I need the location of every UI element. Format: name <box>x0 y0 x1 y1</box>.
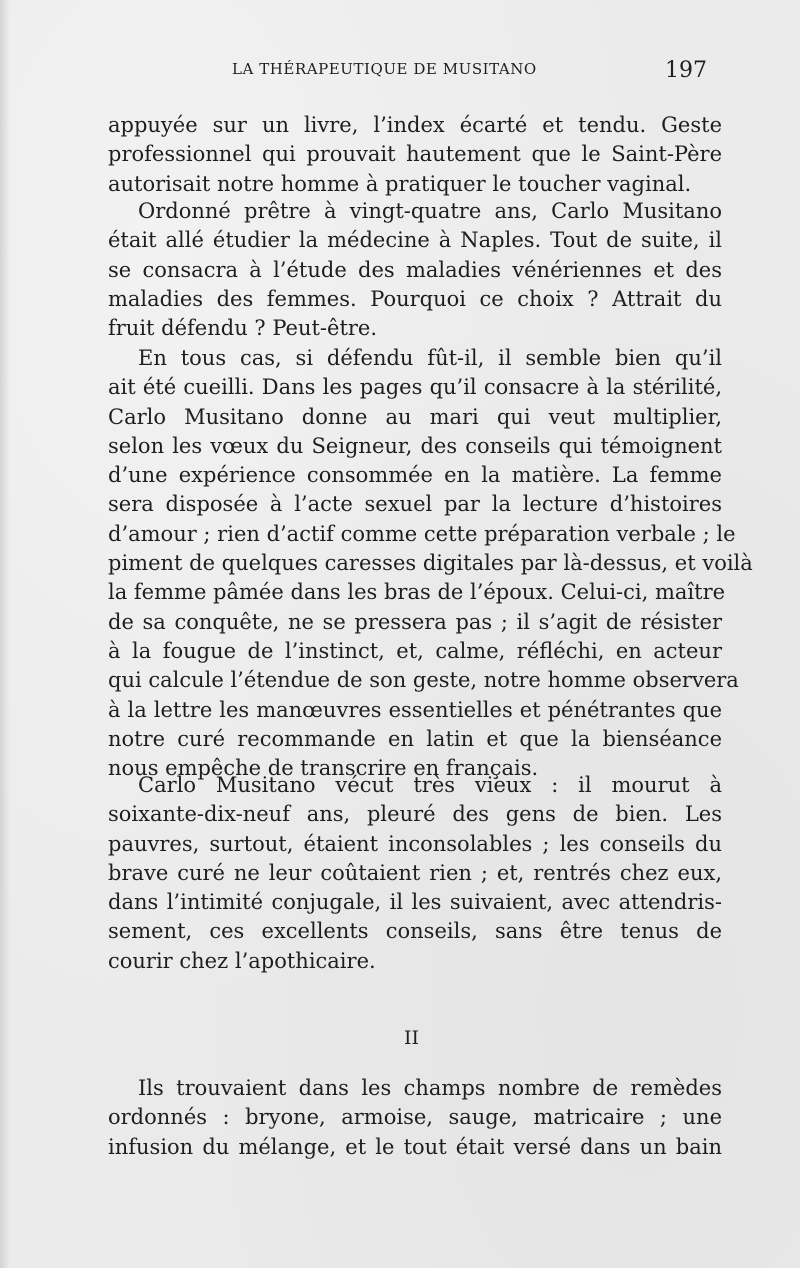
text-line: infusion du mélange, et le tout était versé dans un bain <box>108 1134 722 1159</box>
text-line: notre curé recommande en latin et que la bienséance <box>108 726 722 751</box>
text-line: ordonnés : bryone, armoise, sauge, matricaire ; une <box>108 1105 722 1130</box>
text-line: Carlo Musitano vécut très vieux : il mourut à <box>138 773 722 797</box>
text-line: à la lettre les manœuvres essentielles et pénétrantes que <box>108 697 722 722</box>
text-line: pauvres, surtout, étaient inconsolables ; les conseils du <box>108 831 722 856</box>
text-line: à la fougue de l’instinct, et, calme, réfléchi, en acteur <box>108 638 722 663</box>
paragraph <box>108 1074 722 1162</box>
page-gutter-shadow <box>0 0 10 1268</box>
text-line: En tous cas, si défendu fût-il, il semble bien qu’il <box>138 346 722 370</box>
running-head: LA THÉRAPEUTIQUE DE MUSITANO <box>232 60 537 78</box>
paragraph-continued <box>108 111 722 199</box>
text-line: sera disposée à l’acte sexuel par la lecture d’histoires <box>108 492 722 517</box>
paragraph <box>108 344 753 783</box>
text-line: professionnel qui prouvait hautement que le Saint-Père <box>108 142 722 167</box>
text-line: Carlo Musitano donne au mari qui veut multiplier, <box>108 404 722 429</box>
text-line: selon les vœux du Seigneur, des conseils qui témoignent <box>108 433 722 458</box>
text-line: sement, ces excellents conseils, sans être tenus de <box>108 919 722 944</box>
text-line: piment de quelques caresses digitales par là-dessus, et voilà <box>108 551 753 576</box>
text-line: soixante-dix-neuf ans, pleuré des gens de bien. Les <box>108 802 722 827</box>
text-line: Ordonné prêtre à vingt-quatre ans, Carlo Musitano <box>138 199 722 223</box>
section-number: II <box>404 1027 420 1049</box>
text-line: brave curé ne leur coûtaient rien ; et, rentrés chez eux, <box>108 860 722 885</box>
text-line: qui calcule l’étendue de son geste, notre homme observera <box>108 668 739 693</box>
text-line: était allé étudier la médecine à Naples. Tout de suite, il <box>108 228 722 253</box>
page-number: 197 <box>665 58 707 83</box>
text-line: nous empêche de transcrire en français. <box>108 756 539 781</box>
text-line: appuyée sur un livre, l’index écarté et tendu. Geste <box>108 113 722 137</box>
text-line: d’amour ; rien d’actif comme cette préparation verbale ; le <box>108 521 736 546</box>
text-line: maladies des femmes. Pourquoi ce choix ? Attrait du <box>108 286 722 311</box>
text-line: Ils trouvaient dans les champs nombre de remèdes <box>138 1076 722 1100</box>
text-line: se consacra à l’étude des maladies vénériennes et des <box>108 257 722 282</box>
text-line: dans l’intimité conjugale, il les suivaient, avec attendris- <box>108 890 722 915</box>
text-line: la femme pâmée dans les bras de l’époux. Celui-ci, maître <box>108 580 726 605</box>
text-line: fruit défendu ? Peut-être. <box>108 316 378 341</box>
text-line: courir chez l’apothicaire. <box>108 948 376 973</box>
text-line: autorisait notre homme à pratiquer le toucher vaginal. <box>108 171 692 196</box>
paragraph <box>108 771 722 976</box>
text-line: de sa conquête, ne se pressera pas ; il s’agit de résister <box>108 609 722 634</box>
text-line: d’une expérience consommée en la matière. La femme <box>108 463 722 488</box>
text-line: ait été cueilli. Dans les pages qu’il consacre à la stérilité, <box>108 375 722 400</box>
paragraph <box>108 197 722 343</box>
